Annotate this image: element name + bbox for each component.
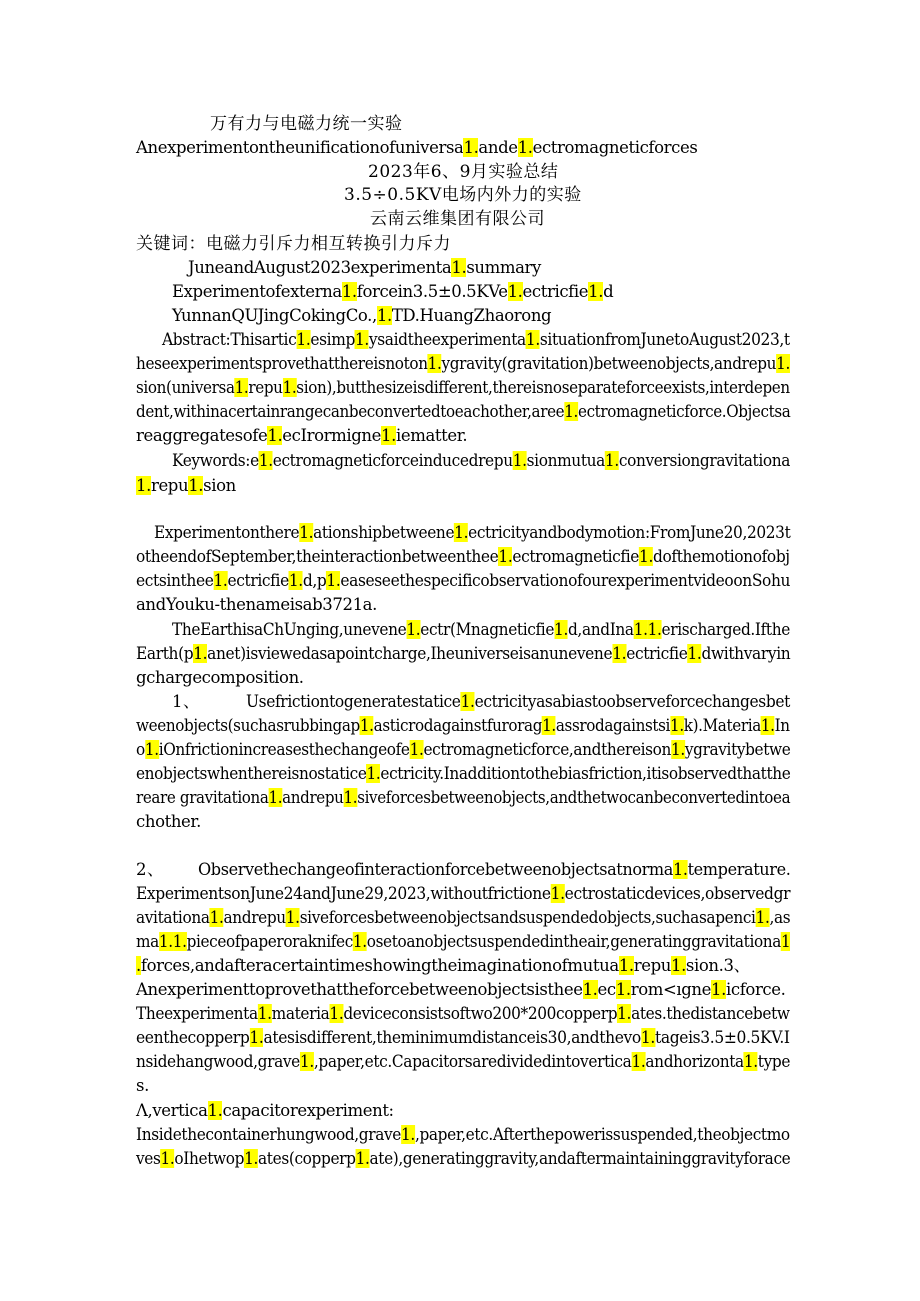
highlighted-marker: 1. xyxy=(615,980,631,999)
text-segment: siveforcesbetweenobjectsandsuspendedobjects,suchasapenci xyxy=(299,908,756,927)
text-segment: ectsinthee xyxy=(136,571,214,590)
item-1-number: 1、 xyxy=(172,692,200,711)
highlighted-marker: 1. xyxy=(647,620,662,639)
highlighted-marker: 1. xyxy=(326,571,341,590)
highlighted-marker: 1. xyxy=(359,716,374,735)
highlighted-marker: 1. xyxy=(352,932,367,951)
text-segment: heseexperimentsprovethatthereisnoton xyxy=(136,354,428,373)
text-segment: anet)isviewedasapointcharge,Iheuniverseisanunevene xyxy=(207,644,613,663)
highlighted-marker: 1. xyxy=(376,306,392,325)
item-2-line xyxy=(136,1074,149,1098)
text-segment: ves xyxy=(136,1149,161,1168)
highlighted-marker: 1. xyxy=(193,644,208,663)
item-2-line xyxy=(136,954,750,978)
text-segment: TheEarthisaChUnging,unevene xyxy=(172,620,407,639)
summary-en xyxy=(188,256,541,280)
abstract-line xyxy=(136,376,790,400)
highlighted-marker: 1. xyxy=(401,1125,415,1144)
text-segment: In xyxy=(774,716,790,735)
item-2-line xyxy=(136,882,790,906)
text-segment: deviceconsistsoftwo200*200copperp xyxy=(343,1004,618,1023)
text-segment: osetoanobjectsuspendedintheair,generatinggravitationa xyxy=(366,932,782,951)
highlighted-marker: 1. xyxy=(299,523,314,542)
text-segment: sion xyxy=(203,476,236,495)
text-segment: ectromagneticforce,andthereison xyxy=(423,740,671,759)
text-segment: ,paper,etc.Capacitorsaredividedintovertica xyxy=(313,1052,632,1071)
item-2-line xyxy=(136,1002,790,1026)
item-1-line xyxy=(246,690,790,714)
highlighted-marker: 1. xyxy=(144,740,159,759)
text-segment: summary xyxy=(466,258,541,277)
highlighted-marker: 1 xyxy=(781,932,791,951)
text-segment: ysaidtheexperimenta xyxy=(368,330,526,349)
text-segment: k).Materia xyxy=(683,716,761,735)
abstract-line xyxy=(162,328,790,352)
text-segment: ectromagneticfie xyxy=(512,547,640,566)
highlighted-marker: 1. xyxy=(172,932,187,951)
text-segment: Theexperimenta xyxy=(136,1004,258,1023)
highlighted-marker: 1. xyxy=(564,402,578,421)
text-segment: dofthemotionofobj xyxy=(653,547,790,566)
keywords-line xyxy=(136,474,236,498)
highlighted-marker: 1. xyxy=(160,1149,175,1168)
company-cn: 云南云维集团有限公司 xyxy=(370,209,545,229)
highlighted-marker: 1. xyxy=(512,451,527,470)
highlighted-marker: 1. xyxy=(460,692,475,711)
highlighted-marker: 1. xyxy=(341,282,357,301)
text-segment: ate),generatinggravity,andaftermaintaininggravityforace xyxy=(369,1149,791,1168)
text-segment: s. xyxy=(136,1076,149,1095)
text-segment: ,paper,etc.Afterthepowerissuspended,theobjectmo xyxy=(414,1125,790,1144)
text-segment: situationfromJunetoAugust2023,t xyxy=(539,330,790,349)
text-segment: conversiongravitationa xyxy=(618,451,791,470)
text-segment: reare gravitationa xyxy=(136,788,269,807)
text-segment: andrepu xyxy=(223,908,286,927)
highlighted-marker: 1. xyxy=(209,908,224,927)
text-segment: ectricityasabiastoobserveforcechangesbet xyxy=(474,692,790,711)
item-2-line xyxy=(136,1026,790,1050)
text-segment: Λ,vertica xyxy=(136,1101,208,1120)
text-segment: ectrostaticdevices,observedgr xyxy=(564,884,791,903)
text-segment: weenobjects(suchasrubbingap xyxy=(136,716,360,735)
text-segment: Anexperimentontheunificationofuniversa xyxy=(136,138,464,157)
highlighted-marker: 1. xyxy=(755,908,770,927)
highlighted-marker: 1. xyxy=(343,788,358,807)
earth-line xyxy=(136,666,304,690)
text-segment: ates(copperp xyxy=(258,1149,356,1168)
text-segment: ectricity.Inadditiontothebiasfriction,itisobservedthatthe xyxy=(380,764,791,783)
item-a-line xyxy=(136,1099,394,1123)
text-segment: ygravitybetwe xyxy=(684,740,791,759)
highlighted-marker: 1. xyxy=(711,980,726,999)
text-segment: iematter. xyxy=(395,426,468,445)
highlighted-marker: 1. xyxy=(299,1052,314,1071)
highlighted-marker: 1. xyxy=(776,354,790,373)
text-segment: ationshipbetweene xyxy=(313,523,455,542)
highlighted-marker: 1. xyxy=(617,1004,632,1023)
text-segment: chother. xyxy=(136,812,201,831)
item-2-line xyxy=(136,906,790,930)
text-segment: ande xyxy=(478,138,518,157)
text-segment: sionmutua xyxy=(526,451,605,470)
title-cn: 万有力与电磁力统一实验 xyxy=(210,114,403,134)
highlighted-marker: 1. xyxy=(244,1149,259,1168)
text-segment: Experimentofexterna xyxy=(172,282,342,301)
text-segment: ectr(Mnagneticfie xyxy=(420,620,555,639)
highlighted-marker: 1. xyxy=(639,547,654,566)
text-segment: erischarged.Ifthe xyxy=(661,620,790,639)
highlighted-marker: 1. xyxy=(743,1052,758,1071)
text-segment: ectricfie xyxy=(522,282,589,301)
text-segment: Earth(p xyxy=(136,644,194,663)
text-segment: reaggregatesofe xyxy=(136,426,268,445)
text-segment: ,as xyxy=(769,908,791,927)
text-segment: rom<ıgne xyxy=(630,980,712,999)
text-segment: assrodagainstsi xyxy=(555,716,671,735)
intro-line xyxy=(136,545,790,569)
text-segment: oIhetwop xyxy=(174,1149,245,1168)
highlighted-marker: 1. xyxy=(604,451,619,470)
highlighted-marker: 1. xyxy=(268,788,283,807)
highlighted-marker: 1. xyxy=(136,476,151,495)
highlighted-marker: 1. xyxy=(550,884,565,903)
intro-line xyxy=(136,593,377,617)
highlighted-marker: 1. xyxy=(507,282,523,301)
highlighted-marker: 1. xyxy=(258,451,273,470)
text-segment: ectricfie xyxy=(626,644,688,663)
highlighted-marker: 1. xyxy=(158,932,173,951)
text-segment: gchargecomposition. xyxy=(136,668,304,687)
text-segment: repu xyxy=(633,956,671,975)
text-segment: type xyxy=(757,1052,791,1071)
text-segment: atesisdifferent,theminimumdistanceis30,andthevo xyxy=(263,1028,641,1047)
text-segment: ectromagneticforce.Objectsa xyxy=(577,402,791,421)
highlighted-marker: . xyxy=(136,956,141,975)
text-segment: Usefrictiontogeneratestatice xyxy=(246,692,461,711)
text-segment: ectricityandbodymotion:FromJune20,2023t xyxy=(468,523,791,542)
item-a-line xyxy=(136,1123,790,1147)
highlighted-marker: 1. xyxy=(640,1028,655,1047)
text-segment: eenthecopperp xyxy=(136,1028,250,1047)
text-segment: forcein3.5±0.5KVe xyxy=(356,282,508,301)
item-2-line xyxy=(136,978,785,1002)
item-1-line xyxy=(136,810,201,834)
keywords-cn: 关键词：电磁力引斥力相互转换引力斥力 xyxy=(136,234,451,254)
item-1-line xyxy=(136,762,790,786)
highlighted-marker: 1. xyxy=(542,716,556,735)
text-segment: siveforcesbetweenobjects,andthetwocanbeconvertedintoea xyxy=(357,788,791,807)
highlighted-marker: 1. xyxy=(673,860,688,879)
highlighted-marker: 1. xyxy=(498,547,513,566)
highlighted-marker: 1. xyxy=(517,138,533,157)
highlighted-marker: 1. xyxy=(687,644,702,663)
highlighted-marker: 1. xyxy=(670,740,685,759)
highlighted-marker: 1. xyxy=(354,330,369,349)
item-1-line xyxy=(136,714,790,738)
highlighted-marker: 1. xyxy=(213,571,228,590)
item-1-line xyxy=(136,738,790,762)
intro-line xyxy=(136,569,790,593)
text-segment: sion.3、 xyxy=(685,956,750,975)
text-segment: andYouku-thenameisab3721a. xyxy=(136,595,377,614)
text-segment: ec xyxy=(597,980,616,999)
text-segment: Abstract:Thisartic xyxy=(162,330,297,349)
highlighted-marker: 1. xyxy=(267,426,283,445)
title-en xyxy=(136,136,697,160)
text-segment: iOnfrictionincreasesthechangeofe xyxy=(158,740,410,759)
text-segment: Observethechangeofinteractionforcebetweenobjectsatnorma xyxy=(198,860,674,879)
highlighted-marker: 1. xyxy=(582,980,598,999)
highlighted-marker: 1. xyxy=(427,354,442,373)
abstract-line xyxy=(136,424,467,448)
text-segment: repu xyxy=(150,476,189,495)
highlighted-marker: 1. xyxy=(588,282,604,301)
highlighted-marker: 1. xyxy=(670,956,686,975)
abstract-line xyxy=(136,352,790,376)
text-segment: ectricfie xyxy=(227,571,289,590)
highlighted-marker: 1. xyxy=(282,378,297,397)
text-segment: ecIrormigne xyxy=(282,426,382,445)
text-segment: ectromagneticforces xyxy=(532,138,698,157)
item-1-line xyxy=(136,786,790,810)
highlighted-marker: 1. xyxy=(285,908,300,927)
highlighted-marker: 1. xyxy=(454,523,469,542)
text-segment: tageis3.5±0.5KV.I xyxy=(654,1028,790,1047)
highlighted-marker: 1. xyxy=(234,378,249,397)
text-segment: dent,withinacertainrangecanbeconvertedtoeachother,aree xyxy=(136,402,565,421)
highlighted-marker: 1. xyxy=(451,258,467,277)
text-segment: nsidehangwood,grave xyxy=(136,1052,300,1071)
highlighted-marker: 1. xyxy=(188,476,204,495)
highlighted-marker: 1. xyxy=(381,426,396,445)
text-segment: ma xyxy=(136,932,159,951)
text-segment: Insidethecontainerhungwood,grave xyxy=(136,1125,402,1144)
text-segment: ygravity(gravitation)betweenobjects,andrepu xyxy=(441,354,777,373)
highlighted-marker: 1. xyxy=(554,620,568,639)
intro-line xyxy=(154,521,790,545)
highlighted-marker: 1. xyxy=(288,571,303,590)
highlighted-marker: 1. xyxy=(257,1004,272,1023)
text-segment: capacitorexperiment: xyxy=(222,1101,394,1120)
text-segment: avitationa xyxy=(136,908,210,927)
text-segment: o xyxy=(136,740,145,759)
text-segment: temperature. xyxy=(687,860,791,879)
text-segment: TD.HuangZhaorong xyxy=(391,306,552,325)
item-2-number: 2、 xyxy=(136,860,164,879)
earth-line xyxy=(136,642,790,666)
highlighted-marker: 1. xyxy=(618,956,634,975)
highlighted-marker: 1. xyxy=(249,1028,264,1047)
text-segment: d xyxy=(603,282,614,301)
summary-cn: 2023年6、9月实验总结 xyxy=(368,162,559,182)
earth-line xyxy=(172,618,790,642)
highlighted-marker: 1. xyxy=(670,716,684,735)
text-segment: YunnanQUJingCokingCo., xyxy=(172,306,377,325)
company-en xyxy=(172,304,551,328)
text-segment: d,andIna xyxy=(567,620,634,639)
text-segment: Anexperimenttoprovethattheforcebetweenobjectsisthee xyxy=(136,980,583,999)
text-segment: materia xyxy=(271,1004,330,1023)
text-segment: ExperimentsonJune24andJune29,2023,withoutfrictione xyxy=(136,884,551,903)
text-segment: JuneandAugust2023experimenta xyxy=(188,258,452,277)
keywords-line xyxy=(172,449,790,473)
text-segment: Experimentonthere xyxy=(154,523,300,542)
text-segment: asticrodagainstfurorag xyxy=(373,716,543,735)
text-segment: enobjectswhenthereisnostatice xyxy=(136,764,367,783)
highlighted-marker: 1. xyxy=(463,138,479,157)
text-segment: andhorizonta xyxy=(645,1052,744,1071)
item-2-line xyxy=(198,858,790,882)
highlighted-marker: 1. xyxy=(525,330,540,349)
voltage-cn: 3.5÷0.5KV电场内外力的实验 xyxy=(344,185,582,205)
text-segment: Keywords:e xyxy=(172,451,259,470)
text-segment: ectromagneticforceinducedrepu xyxy=(272,451,513,470)
title-line-en xyxy=(172,280,613,304)
text-segment: sion(universa xyxy=(136,378,235,397)
highlighted-marker: 1. xyxy=(355,1149,370,1168)
highlighted-marker: 1. xyxy=(760,716,775,735)
text-segment: repu xyxy=(248,378,283,397)
highlighted-marker: 1. xyxy=(329,1004,344,1023)
highlighted-marker: 1. xyxy=(296,330,311,349)
abstract-line xyxy=(136,400,790,424)
highlighted-marker: 1. xyxy=(612,644,627,663)
item-a-line xyxy=(136,1147,790,1171)
text-segment: d,p xyxy=(302,571,327,590)
highlighted-marker: 1. xyxy=(633,620,648,639)
text-segment: otheendofSeptember,theinteractionbetweenthee xyxy=(136,547,499,566)
highlighted-marker: 1. xyxy=(409,740,424,759)
highlighted-marker: 1. xyxy=(366,764,381,783)
highlighted-marker: 1. xyxy=(631,1052,646,1071)
text-segment: andrepu xyxy=(282,788,344,807)
text-segment: easeseethespecificobservationofourexperimentvideoonSohu xyxy=(340,571,791,590)
text-segment: esimp xyxy=(310,330,355,349)
text-segment: icforce. xyxy=(725,980,786,999)
highlighted-marker: 1. xyxy=(406,620,421,639)
item-2-line xyxy=(136,930,790,954)
text-segment: sion),butthesizeisdifferent,thereisnoseparateforceexists,interdepen xyxy=(296,378,790,397)
text-segment: forces,andafteracertaintimeshowingtheimaginationofmutua xyxy=(140,956,619,975)
text-segment: pieceofpaperoraknifec xyxy=(186,932,353,951)
highlighted-marker: 1. xyxy=(207,1101,223,1120)
item-2-line xyxy=(136,1050,790,1074)
text-segment: ates.thedistancebetw xyxy=(631,1004,790,1023)
text-segment: dwithvaryin xyxy=(701,644,791,663)
